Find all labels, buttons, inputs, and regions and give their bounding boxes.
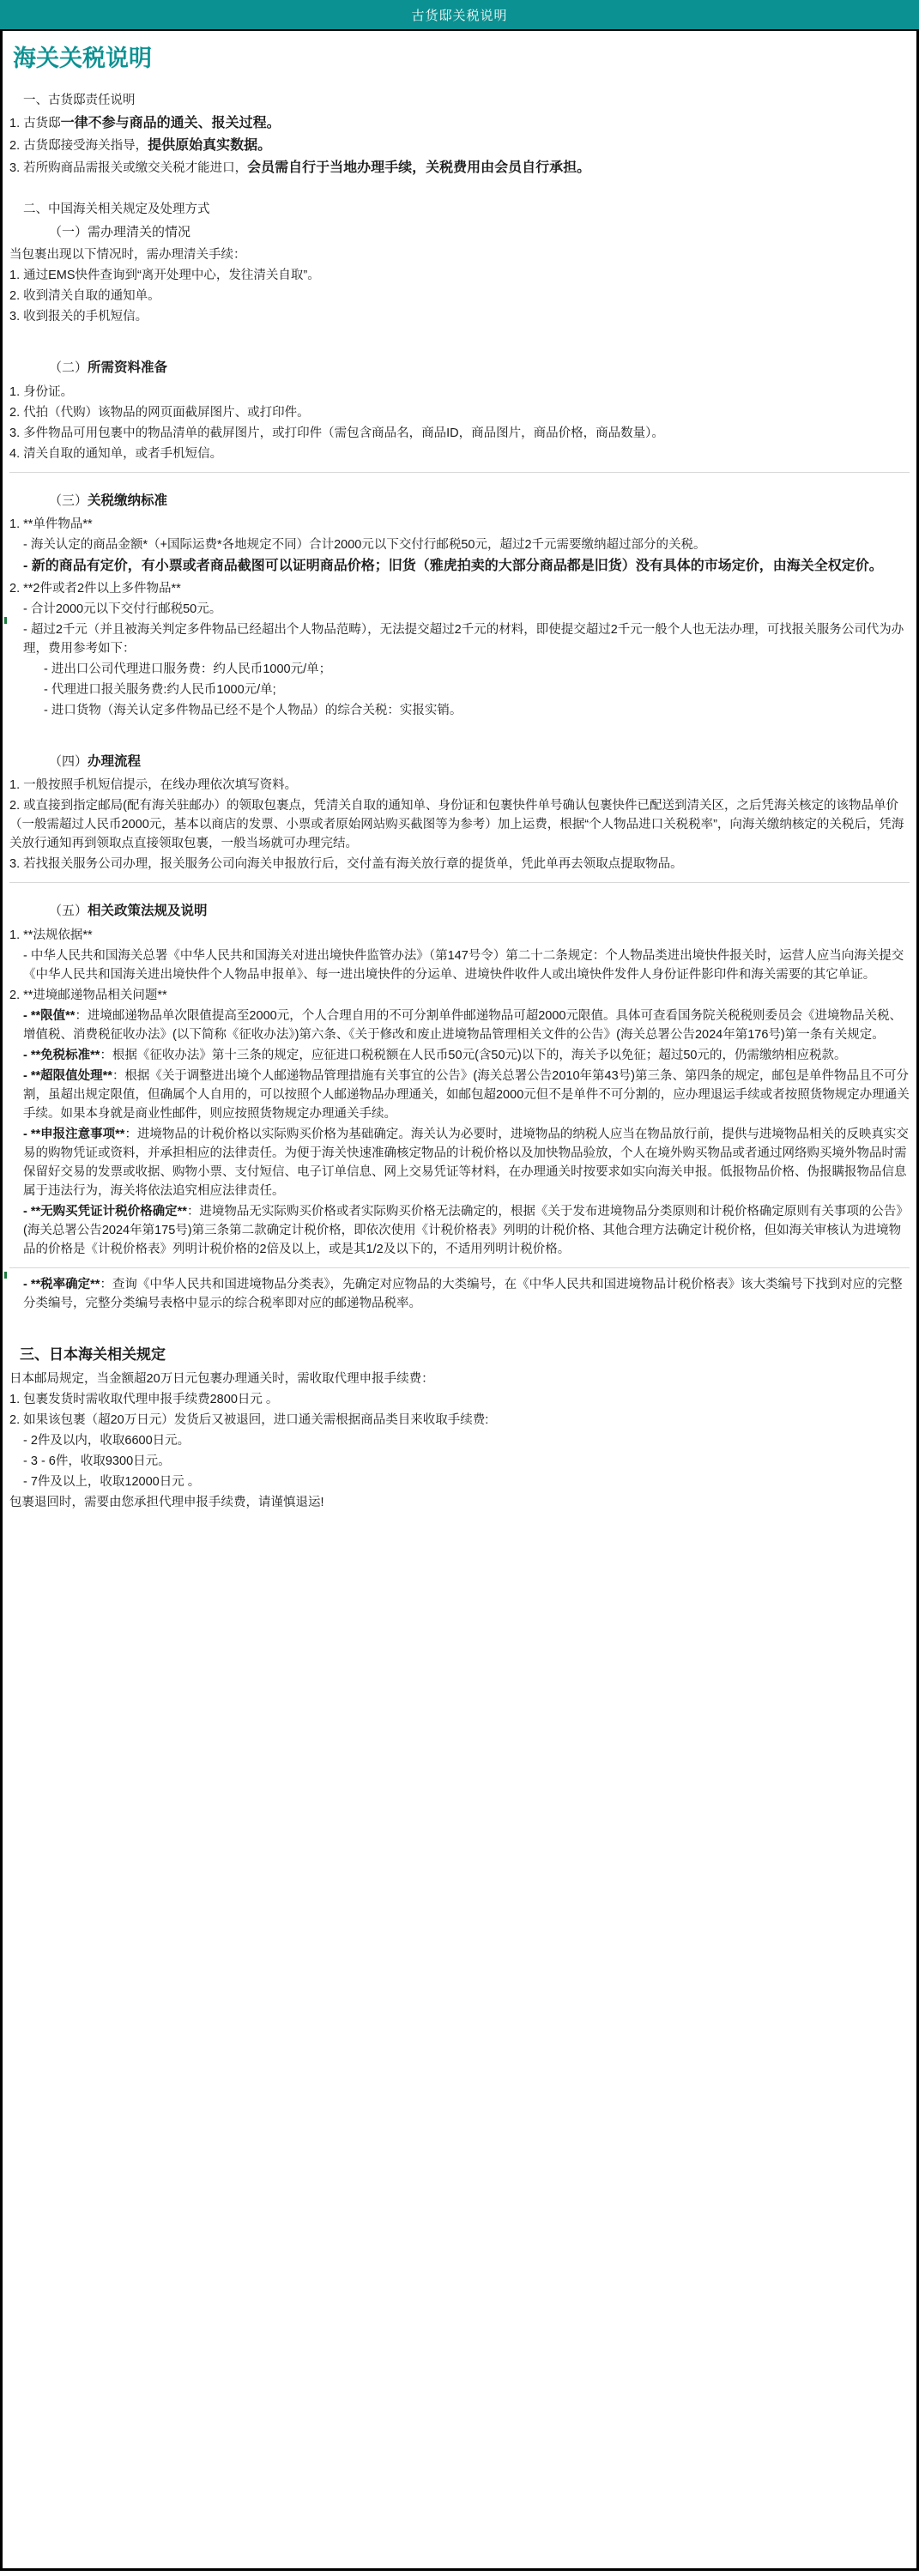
section3-item-1: 1. 包裹发货时需收取代理申报手续费2800日元 。 — [9, 1393, 279, 1407]
section1-item-3-prefix: 3. 若所购商品需报关或缴交关税才能进口， — [9, 161, 248, 176]
section3-fee-2: - 7件及以上，收取12000日元 。 — [23, 1475, 201, 1490]
section2-sub4-title: 办理流程 — [88, 753, 142, 769]
section2-sub5-block-3-label: - **申报注意事项** — [23, 1127, 125, 1141]
section2-sub1-item-1: 2. 收到清关自取的通知单。 — [9, 289, 160, 304]
section2-sub4-item-2: 3. 若找报关服务公司办理，报关服务公司向海关申报放行后，交付盖有海关放行章的提货单，凭此单再去领取点提取物品。 — [9, 857, 683, 872]
divider-1 — [9, 472, 910, 473]
header-title: 古货邸关税说明 — [411, 8, 508, 23]
app-header — [0, 0, 919, 31]
section2-sub5-block-4-text: ：进境物品无实际购买价格或者实际购买价格无法确定的，根据《关于发布进境物品分类原则和计税价格确定原则有关事项的公告》(海关总署公告2024年第175号)第三条第二款确定计税价格，即依次使用《计税价格表》列明的计税价格、其他合理方法确定计税价格，但如海关审核认为进境物品的价格是《计税价格表》列明计税价格的2倍及以上，或是其1/2及以下的，不适用列明计税价格。 — [23, 1205, 909, 1257]
section2-sub2-item-1: 2. 代拍（代购）该物品的网页面截屏图片、或打印件。 — [9, 405, 310, 420]
section1-item-3 — [9, 158, 910, 178]
section3-footer: 包裹退回时，需要由您承担代理申报手续费，请谨慎退运! — [9, 1496, 324, 1510]
section2-sub5-block-2-text: ：根据《关于调整进出境个人邮递物品管理措施有关事宜的公告》(海关总署公告2010年第43号)第三条、第四条的规定，邮包是单件物品且不可分割，虽超出规定限值，但确属个人自用的，可以按照个人邮递物品办理通关，如邮包超2000元但不是单件不可分割的，应办理退运手续或者按照货物规定办理通关手续。如果本身就是商业性邮件，则应按照货物规定办理通关手续。 — [23, 1068, 910, 1121]
section2-sub2-label: （二） — [49, 360, 88, 376]
section2-sub5-block-3-text: ：进境物品的计税价格以实际购买价格为基础确定。海关认为必要时，进境物品的纳税人应当在物品放行前，提供与进境物品相关的反映真实交易的购物凭证或资料，并承担相应的法律责任。为便于海关快速准确核定物品的计税价格以及加快物品验放，个人在境外购买物品或者通过网络购买境外物品时需保留好交易的发票或收据、购物小票、支付短信、电子订单信息、网上交易凭证等材料，在办理通关时按要求如实向海关申报。低报物品价格、伪报瞒报物品信息属于违法行为，海关将依法追究相应法律责任。 — [23, 1127, 909, 1198]
section2-sub3-item2-line2: - 超过2千元（并且被海关判定多件物品已经超出个人物品范畴），无法提交超过2千元的材料，即使提交超过2千元一般个人也无法办理，可找报关服务公司代为办理，费用参考如下： — [9, 620, 910, 658]
section2-sub2-item-2: 3. 多件物品可用包裹中的物品清单的截屏图片，或打印件（需包含商品名，商品ID，商品图片，商品价格，商品数量）。 — [9, 426, 664, 440]
section3-lead: 日本邮局规定，当金额超20万日元包裹办理通关时，需收取代理申报手续费： — [9, 1372, 434, 1386]
section2-sub5-heading — [9, 900, 910, 922]
section1-item-1 — [9, 113, 910, 134]
section2-sub3-item2-sub-1: - 代理进口报关服务费:约人民币1000元/单; — [44, 682, 276, 697]
section2-sub5-block-5-label: - **税率确定** — [23, 1278, 100, 1292]
section2-sub3-item1-line2: - 新的商品有定价，有小票或者商品截图可以证明商品价格；旧货（雅虎拍卖的大部分商品都是旧货）没有具体的市场定价，由海关全权定价。 — [23, 559, 883, 574]
section2-sub5-block-5 — [9, 1275, 910, 1313]
section3-item-2: 2. 如果该包裹（超20万日元）发货后又被退回，进口通关需根据商品类目来收取手续费: — [9, 1413, 489, 1428]
section2-sub1-heading — [9, 221, 910, 244]
section2-sub3-item1-line1: - 海关认定的商品金额*（+国际运费*各地规定不同）合计2000元以下交付行邮税50元，超过2千元需要缴纳超过部分的关税。 — [23, 538, 706, 553]
divider-2 — [9, 882, 910, 883]
section1-item-2 — [9, 136, 910, 156]
document-body — [0, 31, 919, 2571]
section2-sub2-item-0: 1. 身份证。 — [9, 384, 74, 399]
section1-item-3-bold: 会员需自行于当地办理手续，关税费用由会员自行承担。 — [247, 160, 591, 176]
section1-item-1-prefix: 1. 古货邸 — [9, 116, 61, 130]
section3-fee-1: - 3 - 6件，收取9300日元。 — [23, 1454, 171, 1469]
section1-item-2-prefix: 2. 古货邸接受海关指导， — [9, 138, 148, 153]
section2-sub5-block-5-text: ：查询《中华人民共和国进境物品分类表》，先确定对应物品的大类编号，在《中华人民共和国进境物品计税价格表》该大类编号下找到对应的完整分类编号，完整分类编号表格中显示的综合税率即对应的邮递物品税率。 — [23, 1278, 903, 1311]
section2-sub5-item2-title: 2. **进境邮递物品相关问题** — [9, 988, 167, 1002]
section2-sub3-label: （三） — [49, 493, 88, 508]
section2-sub5-block-0 — [9, 1007, 910, 1044]
section2-sub5-block-0-text: ：进境邮递物品单次限值提高至2000元，个人合理自用的不可分割单件邮递物品可超2000元限值。具体可查看国务院关税税则委员会《进境物品关税、增值税、消费税征收办法》(以下简称《征收办法》)第六条、《关于修改和废止进境物品管理相关文件的公告》(海关总署公告2024年第176号)第一条有关规定。 — [23, 1008, 902, 1042]
section2-sub2-item-3: 4. 清关自取的通知单，或者手机短信。 — [9, 446, 223, 461]
section2-sub5-title: 相关政策法规及说明 — [88, 904, 208, 919]
section1-item-1-bold: 一律不参与商品的通关、报关过程。 — [60, 115, 281, 130]
section2-sub5-label: （五） — [49, 904, 88, 919]
section2-sub5-block-1 — [9, 1046, 910, 1065]
section2-sub5-block-4 — [9, 1202, 910, 1259]
section2-sub3-item2-sub-0: - 进出口公司代理进口服务费：约人民币1000元/单； — [44, 662, 332, 676]
section2-sub4-label: （四） — [49, 753, 88, 769]
section2-sub5-block-2-label: - **超限值处理** — [23, 1068, 112, 1083]
section2-sub3-heading — [9, 490, 910, 512]
section2-sub3-item2-line1: - 合计2000元以下交付行邮税50元。 — [23, 602, 222, 616]
section2-sub4-item-0: 1. 一般按照手机短信提示，在线办理依次填写资料。 — [9, 778, 298, 793]
section2-sub1-item-2: 3. 收到报关的手机短信。 — [9, 310, 148, 324]
section2-sub2-title: 所需资料准备 — [88, 360, 168, 376]
section2-sub3-item2-title: 2. **2件或者2件以上多件物品** — [9, 581, 181, 596]
section2-sub5-block-4-label: - **无购买凭证计税价格确定** — [23, 1205, 187, 1219]
section1-heading: 一、古货邸责任说明 — [23, 94, 136, 108]
section2-heading: 二、中国海关相关规定及处理方式 — [23, 202, 210, 216]
section2-sub4-item-1: 2. 或直接到指定邮局(配有海关驻邮办）的领取包裹点，凭清关自取的通知单、身份证和包裹快件单号确认包裹快件已配送到清关区，之后凭海关核定的该物品单价（一般需超过人民币2000元，基本以商店的发票、小票或者原始网站购买截图等为参考）加上运费，根据“个人物品进口关税税率”，向海关缴纳核定的关税后，凭海关放行通知再到领取点直接领取包裹，一般当场就可办理完结。 — [9, 799, 904, 851]
section2-sub5-block-1-label: - **免税标准** — [23, 1048, 100, 1062]
section3-fee-0: - 2件及以内，收取6600日元。 — [23, 1434, 190, 1448]
divider-3 — [9, 1267, 910, 1268]
page-title: 海关关税说明 — [13, 45, 152, 71]
section2-sub2-heading — [9, 357, 910, 379]
section2-sub3-item2-sub-2: - 进口货物（海关认定多件物品已经不是个人物品）的综合关税：实报实销。 — [44, 703, 463, 717]
section1-item-2-bold: 提供原始真实数据。 — [148, 137, 272, 153]
section2-sub1-item-0: 1. 通过EMS快件查询到“离开处理中心，发往清关自取”。 — [9, 269, 320, 283]
section2-sub4-heading — [9, 751, 910, 773]
section2-sub1-lead: 当包裹出现以下情况时，需办理清关手续： — [9, 248, 246, 263]
section2-sub5-item1-body: - 中华人民共和国海关总署《中华人民共和国海关对进出境快件监管办法》（第147号令）第二十二条规定：个人物品类进出境快件报关时，运营人应当向海关提交《中华人民共和国海关进出境快件个人物品申报单》、每一进出境快件的分运单、进境快件收件人或出境快件发件人身份证件影印件和海关需要的其它单证。 — [23, 948, 904, 982]
section2-sub3-title: 关税缴纳标准 — [88, 493, 168, 508]
section2-sub5-block-1-text: ：根据《征收办法》第十三条的规定，应征进口税税额在人民币50元(含50元)以下的，海关予以免征；超过50元的，仍需缴纳相应税款。 — [100, 1048, 847, 1062]
section2-sub5-block-3 — [9, 1125, 910, 1200]
section2-sub5-block-2 — [9, 1067, 910, 1123]
section2-sub5-block-0-label: - **限值** — [23, 1008, 76, 1023]
section2-sub5-item1-title: 1. **法规依据** — [9, 928, 93, 942]
section2-sub1-label: （一） — [49, 224, 88, 239]
section2-sub1-title: 需办理清关的情况 — [88, 224, 191, 239]
section3-heading: 三、日本海关相关规定 — [20, 1346, 166, 1364]
section2-sub3-item1-title: 1. **单件物品** — [9, 517, 93, 532]
